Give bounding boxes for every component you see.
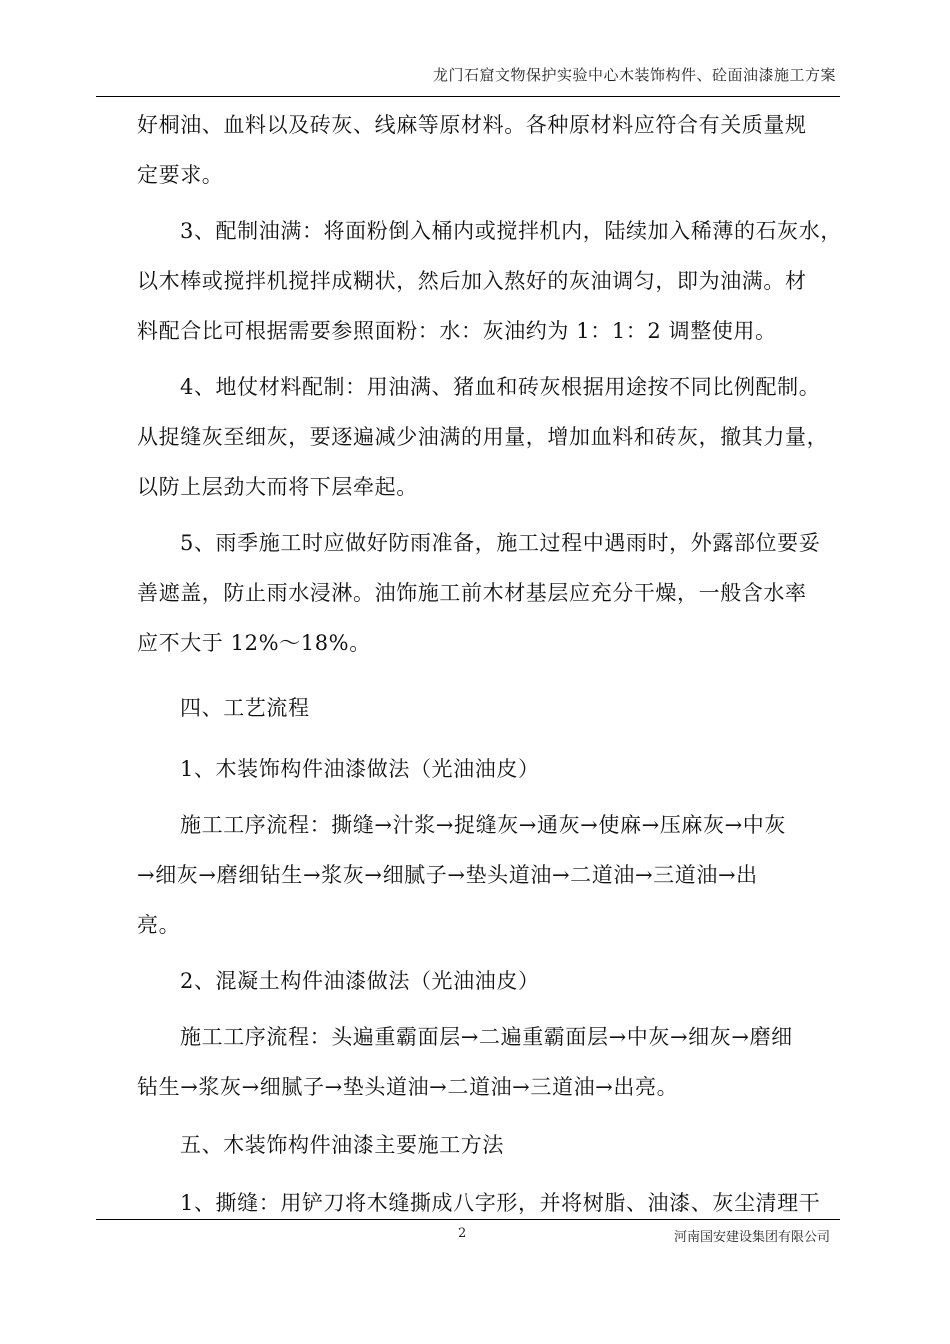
header-divider xyxy=(96,96,840,97)
section-heading: 四、工艺流程 xyxy=(180,696,310,720)
page-header-title: 龙门石窟文物保护实验中心木装饰构件、砼面油漆施工方案 xyxy=(432,66,836,84)
section-heading: 五、木装饰构件油漆主要施工方法 xyxy=(180,1133,504,1157)
body-line: →细灰→磨细钻生→浆灰→细腻子→垫头道油→二道油→三道油→出 xyxy=(137,863,758,887)
footer-company: 河南国安建设集团有限公司 xyxy=(673,1230,830,1245)
body-line: 钻生→浆灰→细腻子→垫头道油→二道油→三道油→出亮。 xyxy=(137,1075,679,1099)
body-line: 定要求。 xyxy=(137,163,224,187)
subsection-heading: 1、木装饰构件油漆做法（光油油皮） xyxy=(180,757,540,781)
body-line: 以防上层劲大而将下层牵起。 xyxy=(137,475,418,499)
body-line: 料配合比可根据需要参照面粉：水：灰油约为 1：1：2 调整使用。 xyxy=(137,319,777,343)
document-body xyxy=(137,112,847,1216)
body-line: 施工工序流程：撕缝→汁浆→捉缝灰→通灰→使麻→压麻灰→中灰 xyxy=(180,813,786,837)
body-line: 好桐油、血料以及砖灰、线麻等原材料。各种原材料应符合有关质量规 xyxy=(137,113,807,137)
body-line: 以木棒或搅拌机搅拌成糊状，然后加入熬好的灰油调匀，即为油满。材 xyxy=(137,269,807,293)
body-line: 4、地仗材料配制：用油满、猪血和砖灰根据用途按不同比例配制。 xyxy=(180,375,821,399)
footer-divider xyxy=(96,1219,840,1220)
body-line: 5、雨季施工时应做好防雨准备，施工过程中遇雨时，外露部位要妥 xyxy=(180,531,821,555)
body-line: 应不大于 12%～18%。 xyxy=(137,631,371,655)
body-line: 1、撕缝：用铲刀将木缝撕成八字形，并将树脂、油漆、灰尘清理干 xyxy=(180,1191,821,1215)
subsection-heading: 2、混凝土构件油漆做法（光油油皮） xyxy=(180,969,540,993)
page-number: 2 xyxy=(458,1226,467,1241)
body-line: 从捉缝灰至细灰，要逐遍减少油满的用量，增加血料和砖灰，撤其力量， xyxy=(137,425,829,449)
body-line: 3、配制油满：将面粉倒入桶内或搅拌机内，陆续加入稀薄的石灰水， xyxy=(180,219,842,243)
body-line: 施工工序流程：头遍重霸面层→二遍重霸面层→中灰→细灰→磨细 xyxy=(180,1025,793,1049)
body-line: 亮。 xyxy=(137,913,181,937)
body-line: 善遮盖，防止雨水浸淋。油饰施工前木材基层应充分干燥，一般含水率 xyxy=(137,581,807,605)
